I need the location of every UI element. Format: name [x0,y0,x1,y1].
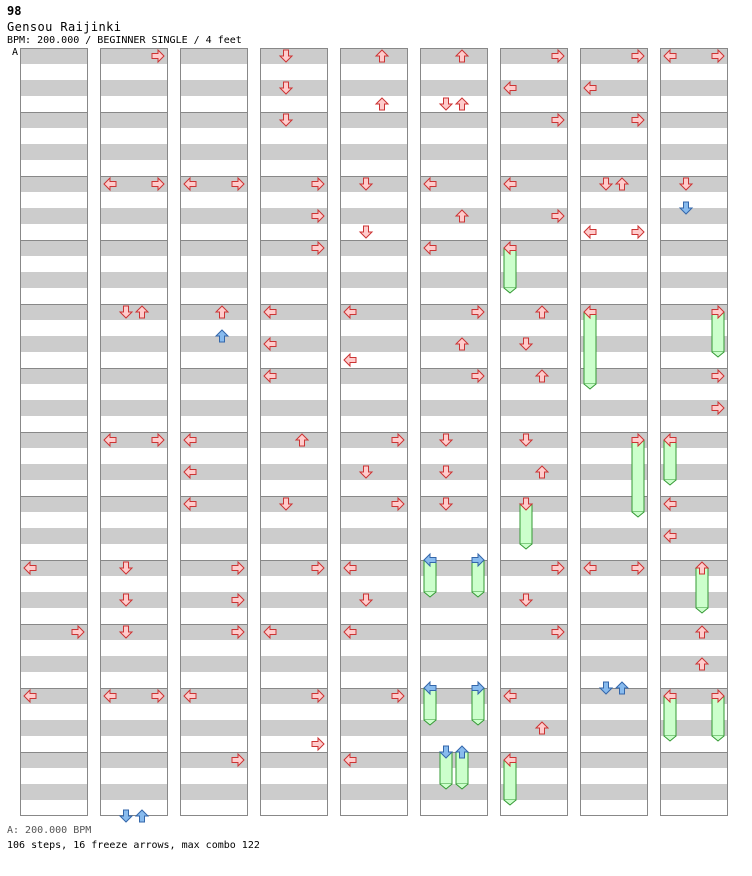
arrow-left [344,354,356,366]
beat-stripe [420,48,488,64]
beat-stripe [180,784,248,800]
bpm-change-marker: A [12,47,19,58]
beat-stripe [340,720,408,736]
beat-stripe [100,720,168,736]
beat-stripe [100,592,168,608]
chart-stats: 106 steps, 16 freeze arrows, max combo 122 [7,840,260,851]
beat-stripe [260,400,328,416]
beat-stripe [580,144,648,160]
beat-stripe [580,720,648,736]
beat-stripe [660,208,728,224]
beat-stripe [580,624,648,640]
beat-stripe [100,304,168,320]
arrow-down [120,810,132,822]
beat-stripe [580,208,648,224]
beat-stripe [500,368,568,384]
beat-stripe [100,112,168,128]
freeze-tail [712,352,724,357]
beat-stripe [420,80,488,96]
beat-stripe [20,112,88,128]
beat-stripe [100,464,168,480]
freeze-tail [504,288,516,293]
beat-stripe [340,272,408,288]
beat-stripe [20,208,88,224]
freeze-tail [504,800,516,805]
beat-stripe [260,656,328,672]
beat-stripe [340,48,408,64]
beat-stripe [500,496,568,512]
beat-stripe [260,272,328,288]
beat-stripe [260,80,328,96]
beat-stripe [340,464,408,480]
beat-stripe [100,336,168,352]
beat-stripe [660,144,728,160]
beat-stripe [340,400,408,416]
beat-stripe [340,656,408,672]
beat-stripe [100,144,168,160]
beat-stripe [100,368,168,384]
beat-stripe [660,624,728,640]
beat-stripe [660,240,728,256]
beat-stripe [340,240,408,256]
freeze-arrow [584,312,596,384]
beat-stripe [20,240,88,256]
beat-stripe [180,48,248,64]
beat-stripe [180,656,248,672]
beat-stripe [180,720,248,736]
beat-stripe [340,80,408,96]
beat-stripe [580,528,648,544]
beat-stripe [660,560,728,576]
freeze-tail [712,736,724,741]
beat-stripe [20,720,88,736]
beat-stripe [20,176,88,192]
chart-number: 98 [7,4,22,18]
beat-stripe [100,784,168,800]
beat-stripe [260,784,328,800]
beat-stripe [20,464,88,480]
beat-stripe [660,176,728,192]
beat-stripe [180,240,248,256]
freeze-arrow [632,440,644,512]
beat-stripe [340,528,408,544]
freeze-tail [664,736,676,741]
beat-stripe [340,144,408,160]
beat-stripe [180,528,248,544]
beat-stripe [100,560,168,576]
beat-stripe [500,144,568,160]
beat-stripe [260,464,328,480]
beat-stripe [340,176,408,192]
beat-stripe [260,720,328,736]
beat-stripe [180,208,248,224]
arrow-right [312,738,324,750]
beat-stripe [180,112,248,128]
beat-stripe [180,400,248,416]
beat-stripe [660,272,728,288]
beat-stripe [100,656,168,672]
chart-info: BPM: 200.000 / BEGINNER SINGLE / 4 feet [7,35,242,46]
beat-stripe [20,528,88,544]
beat-stripe [20,304,88,320]
beat-stripe [180,368,248,384]
beat-stripe [100,496,168,512]
beat-stripe [340,592,408,608]
beat-stripe [260,592,328,608]
beat-stripe [20,272,88,288]
beat-stripe [580,176,648,192]
beat-stripe [420,112,488,128]
beat-stripe [660,784,728,800]
beat-stripe [260,48,328,64]
beat-stripe [340,112,408,128]
beat-stripe [500,720,568,736]
beat-stripe [180,336,248,352]
beat-stripe [420,784,488,800]
beat-stripe [420,528,488,544]
beat-stripe [420,272,488,288]
beat-stripe [500,528,568,544]
beat-stripe [260,144,328,160]
song-title: Gensou Raijinki [7,20,122,34]
beat-stripe [660,592,728,608]
beat-stripe [580,240,648,256]
beat-stripe [20,144,88,160]
beat-stripe [100,752,168,768]
arrow-right [632,226,644,238]
beat-stripe [500,656,568,672]
beat-stripe [340,368,408,384]
beat-stripe [580,688,648,704]
beat-stripe [20,336,88,352]
arrow-down [360,226,372,238]
beat-stripe [180,304,248,320]
beat-stripe [500,400,568,416]
beat-stripe [100,528,168,544]
beat-stripe [580,784,648,800]
beat-stripe [100,208,168,224]
arrow-up [456,98,468,110]
beat-stripe [260,432,328,448]
beat-stripe [420,208,488,224]
beat-stripe [260,496,328,512]
beat-stripe [580,656,648,672]
beat-stripe [260,112,328,128]
beat-stripe [500,336,568,352]
beat-stripe [580,400,648,416]
beat-stripe [100,240,168,256]
beat-stripe [420,496,488,512]
beat-stripe [500,592,568,608]
beat-stripe [20,496,88,512]
beat-stripe [100,272,168,288]
beat-stripe [20,784,88,800]
beat-stripe [660,80,728,96]
beat-stripe [180,80,248,96]
beat-stripe [660,112,728,128]
beat-stripe [20,656,88,672]
beat-stripe [340,208,408,224]
beat-stripe [260,528,328,544]
beat-stripe [420,432,488,448]
beat-stripe [180,272,248,288]
beat-stripe [20,752,88,768]
bpm-legend: A: 200.000 BPM [7,825,92,836]
beat-stripe [420,336,488,352]
beat-stripe [260,752,328,768]
beat-stripe [100,400,168,416]
beat-stripe [500,304,568,320]
beat-stripe [20,400,88,416]
freeze-tail [632,512,644,517]
freeze-tail [520,544,532,549]
beat-stripe [580,592,648,608]
beat-stripe [420,400,488,416]
beat-stripe [420,464,488,480]
beat-stripe [580,272,648,288]
freeze-tail [584,384,596,389]
freeze-tail [664,480,676,485]
beat-stripe [20,368,88,384]
beat-stripe [20,592,88,608]
beat-stripe [340,784,408,800]
beat-stripe [580,752,648,768]
beat-stripe [100,80,168,96]
beat-stripe [20,48,88,64]
arrow-left [584,226,596,238]
beat-stripe [20,432,88,448]
beat-stripe [420,752,488,768]
arrow-up [376,98,388,110]
beat-stripe [180,144,248,160]
beat-stripe [660,752,728,768]
beat-stripe [420,624,488,640]
beat-stripe [420,656,488,672]
beat-stripe [20,80,88,96]
beat-stripe [100,624,168,640]
beat-stripe [500,464,568,480]
beat-stripe [660,656,728,672]
arrow-up [136,810,148,822]
beat-stripe [500,432,568,448]
freeze-tail [696,608,708,613]
beat-stripe [340,336,408,352]
arrow-down [440,98,452,110]
beat-stripe [420,144,488,160]
